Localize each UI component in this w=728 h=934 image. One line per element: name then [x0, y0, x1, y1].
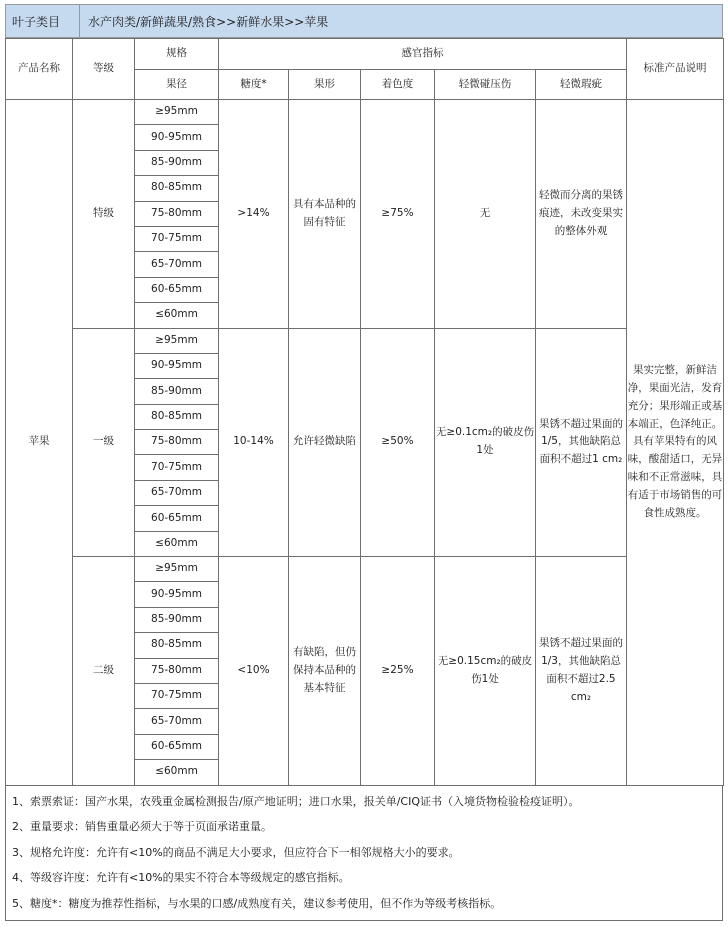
bruise-cell: 无 [435, 100, 536, 329]
size-cell: 85-90mm [135, 150, 219, 175]
note-item: 1、索票索证：国产水果，农残重金属检测报告/原产地证明；进口水果，报关单/CIQ证书（入境货物检验检疫证明）。 [12, 794, 580, 808]
size-cell: ≥95mm [135, 100, 219, 125]
header-shape: 果形 [289, 70, 361, 100]
grade-cell: 一级 [73, 328, 135, 557]
size-cell: 85-90mm [135, 607, 219, 632]
coloration-cell: ≥25% [361, 557, 435, 786]
size-cell: 65-70mm [135, 709, 219, 734]
note-item: 4、等级容许度：允许有<10%的果实不符合本等级规定的感官指标。 [12, 871, 350, 885]
grade-cell: 特级 [73, 100, 135, 329]
size-cell: 75-80mm [135, 430, 219, 455]
blemish-cell: 轻微而分离的果锈痕迹，未改变果实的整体外观 [536, 100, 627, 329]
grade-cell: 二级 [73, 557, 135, 786]
size-cell: 60-65mm [135, 734, 219, 759]
header-diameter: 果径 [135, 70, 219, 100]
table-row [6, 100, 724, 125]
size-cell: ≤60mm [135, 303, 219, 328]
leaf-category-label: 叶子类目 [6, 5, 80, 37]
size-cell: 75-80mm [135, 201, 219, 226]
size-cell: ≥95mm [135, 328, 219, 353]
blemish-cell: 果锈不超过果面的1/3，其他缺陷总面积不超过2.5 cm₂ [536, 557, 627, 786]
header-spec: 规格 [135, 39, 219, 70]
header-sensory: 感官指标 [219, 39, 627, 70]
product-name-cell: 苹果 [6, 100, 73, 786]
size-cell: 85-90mm [135, 379, 219, 404]
size-cell: ≤60mm [135, 531, 219, 556]
note-item: 3、规格允许度：允许有<10%的商品不满足大小要求，但应符合下一相邻规格大小的要求。 [12, 845, 460, 859]
sugar-cell: 10-14% [219, 328, 289, 557]
shape-cell: 具有本品种的固有特征 [289, 100, 361, 329]
standard-description-cell: 果实完整，新鲜洁净，果面光洁，发育充分；果形端正或基本端正，色泽纯正。具有苹果特有的风味，酸甜适口，无异味和不正常滋味，具有适于市场销售的可食性成熟度。 [627, 100, 724, 786]
table-row [6, 557, 724, 582]
size-cell: 90-95mm [135, 353, 219, 378]
bruise-cell: 无≥0.1cm₂的破皮伤1处 [435, 328, 536, 557]
header-standard-desc: 标准产品说明 [627, 39, 724, 100]
note-item: 5、糖度*：糖度为推荐性指标，与水果的口感/成熟度有关，建议参考使用，但不作为等级考核指标。 [12, 896, 502, 910]
size-cell: 80-85mm [135, 633, 219, 658]
coloration-cell: ≥50% [361, 328, 435, 557]
category-path: 水产肉类/新鲜蔬果/熟食>>新鲜水果>>苹果 [88, 14, 329, 29]
coloration-cell: ≥75% [361, 100, 435, 329]
sugar-cell: <10% [219, 557, 289, 786]
header-sugar: 糖度* [219, 70, 289, 100]
size-cell: 80-85mm [135, 176, 219, 201]
notes-section [5, 786, 723, 922]
note-item: 2、重量要求：销售重量必须大于等于页面承诺重量。 [12, 820, 272, 834]
size-cell: 90-95mm [135, 582, 219, 607]
blemish-cell: 果锈不超过果面的1/5，其他缺陷总面积不超过1 cm₂ [536, 328, 627, 557]
size-cell: 80-85mm [135, 404, 219, 429]
size-cell: 65-70mm [135, 480, 219, 505]
shape-cell: 允许轻微缺陷 [289, 328, 361, 557]
shape-cell: 有缺陷，但仍保持本品种的基本特征 [289, 557, 361, 786]
size-cell: 90-95mm [135, 125, 219, 150]
size-cell: 70-75mm [135, 683, 219, 708]
sugar-cell: >14% [219, 100, 289, 329]
size-cell: 60-65mm [135, 506, 219, 531]
header-bruise: 轻微碰压伤 [435, 70, 536, 100]
header-grade: 等级 [73, 39, 135, 100]
leaf-category-bar [5, 4, 723, 38]
size-cell: 70-75mm [135, 226, 219, 251]
size-cell: 65-70mm [135, 252, 219, 277]
header-product-name: 产品名称 [6, 39, 73, 100]
header-blemish: 轻微瑕疵 [536, 70, 627, 100]
size-cell: ≥95mm [135, 557, 219, 582]
bruise-cell: 无≥0.15cm₂的破皮伤1处 [435, 557, 536, 786]
grading-table [5, 38, 724, 786]
size-cell: 70-75mm [135, 455, 219, 480]
table-row [6, 328, 724, 353]
size-cell: 60-65mm [135, 277, 219, 302]
size-cell: 75-80mm [135, 658, 219, 683]
size-cell: ≤60mm [135, 760, 219, 785]
header-coloration: 着色度 [361, 70, 435, 100]
spec-sheet [5, 4, 723, 921]
